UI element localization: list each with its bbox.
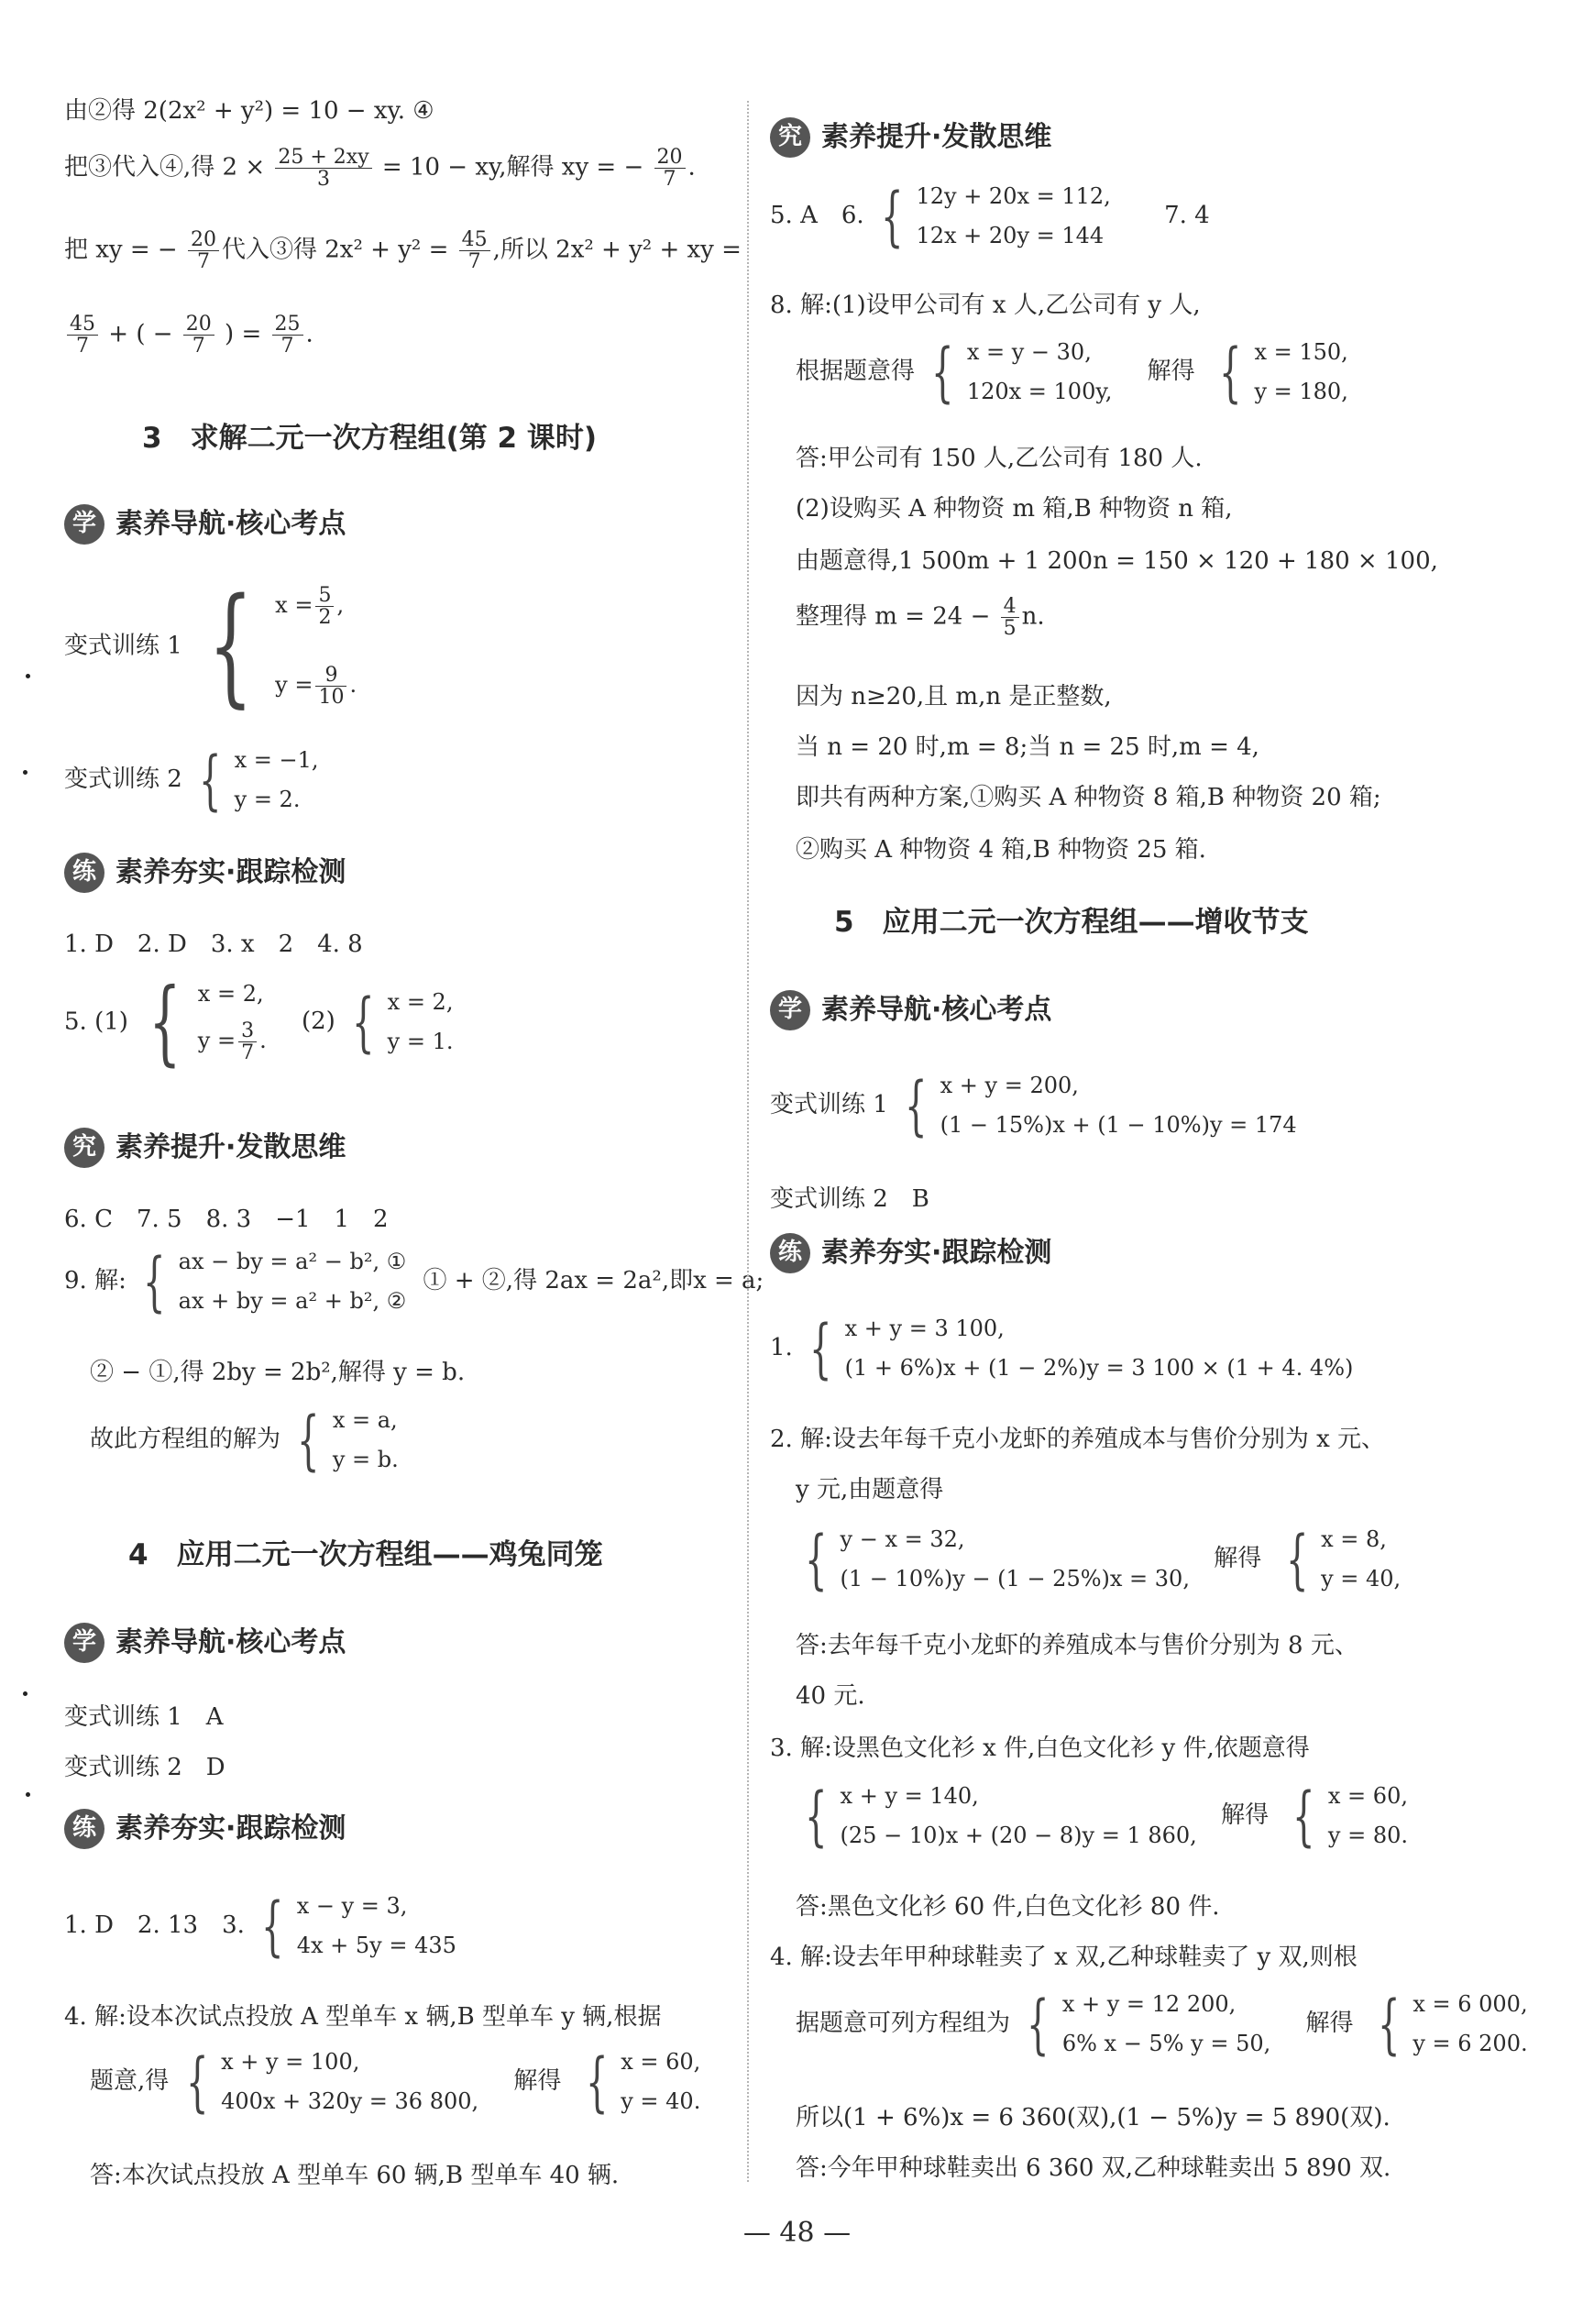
answer-line: 当 n = 20 时,m = 8;当 n = 25 时,m = 4, [796,733,1259,761]
column-divider [747,101,749,2182]
equation-system: { x = 2, y = 1. [352,985,454,1060]
answer-line: 变式训练 1 A [64,1703,224,1731]
answer-line: 3. 解:设黑色文化衫 x 件,白色文化衫 y 件,依题意得 [770,1735,1310,1762]
fraction: $\frac{45}{7}$ [67,314,98,357]
answer-line: 答:今年甲种球鞋卖出 6 360 双,乙种球鞋卖出 5 890 双. [796,2154,1391,2182]
answer-line: (2)设购买 A 种物资 m 箱,B 种物资 n 箱, [796,495,1233,523]
equation-system: { x − y = 3, 4x + 5y = 435 [261,1888,456,1964]
xue-badge-icon: 学 [64,1623,104,1663]
answer-block: 题意,得 { x + y = 100, 400x + 320y = 36 800, 解得 { x = 60, y = 40. [90,2043,701,2120]
text-line: $\frac{45}{7}$ + ( − $\frac{20}{7}$ ) = $\frac{25}{7}$ . [64,314,313,357]
equation-system: { x = 6 000, y = 6 200. [1377,1986,1528,2062]
lesson-title: 3 求解二元一次方程组(第 2 课时) [142,422,598,455]
answer-block: 1. D 2. 13 3. { x − y = 3, 4x + 5y = 435 [64,1888,456,1964]
section-heading: 练 素养夯实·跟踪检测 [64,1809,346,1849]
xue-badge-icon: 学 [64,504,104,545]
equation-system: { x + y = 140, (25 − 10)x + (20 − 8)y = 1 860, [805,1778,1197,1854]
answer-block: { y − x = 32, (1 − 10%)y − (1 − 25%)x = 30, 解得 { x = 8, y = 40, [770,1526,1401,1592]
answer-line: 即共有两种方案,①购买 A 种物资 8 箱,B 种物资 20 箱; [796,784,1381,811]
equation-system: { x + y = 3 100, (1 + 6%)x + (1 − 2%)y = 3 100 × (1 + 4. 4%) [809,1310,1354,1386]
scan-dot [23,770,27,775]
equation-system: { 12y + 20x = 112, 12x + 20y = 144 [880,178,1111,254]
answer-line: y 元,由题意得 [796,1476,944,1503]
answer-line: 变式训练 2 B [770,1185,929,1213]
equation-system: { x = 150, y = 180, [1218,334,1348,410]
answer-line: 1. D 2. D 3. x 2 4. 8 [64,931,363,958]
section-heading: 究 素养提升·发散思维 [770,117,1051,158]
fraction: $\frac{25}{7}$ [272,314,303,357]
equation-system: { x = 8, y = 40, [1285,1521,1402,1597]
answer-block: 根据题意得 { x = y − 30, 120x = 100y, 解得 { x = 150, y = 180, [796,334,1348,410]
fraction: $\frac{20}{7}$ [183,314,214,357]
answer-block: 变式训练 1 { x + y = 200, (1 − 15%)x + (1 − 10%)y = 174 [770,1067,1297,1143]
equation-system: { x = 60, y = 40. [585,2043,701,2120]
equation-system: { x = 60, y = 80. [1292,1778,1408,1854]
equation-system: { x + y = 12 200, 6% x − 5% y = 50, [1027,1986,1271,2062]
equation-system: { x = a, y = b. [297,1402,399,1478]
section-heading: 究 素养提升·发散思维 [64,1128,346,1168]
section-heading: 练 素养夯实·跟踪检测 [770,1233,1051,1273]
answer-line: 答:本次试点投放 A 型单车 60 辆,B 型单车 40 辆. [90,2162,620,2189]
section-heading: 学 素养导航·核心考点 [64,504,346,545]
section-heading: 练 素养夯实·跟踪检测 [64,853,346,893]
answer-line: 4. 解:设去年甲种球鞋卖了 x 双,乙种球鞋卖了 y 双,则根 [770,1944,1358,1971]
answer-block: 变式训练 2 { x = −1, y = 2. [64,742,319,818]
jiu-badge-icon: 究 [64,1128,104,1168]
answer-block: 5. (1) { x = 2, y = $\frac{3}{7}$ . (2) { x = 2, y = 1. [64,968,454,1075]
answer-line: 40 元. [796,1682,865,1710]
answer-line: 由题意得,1 500m + 1 200n = 150 × 120 + 180 × 100, [796,547,1438,575]
answer-line: 6. C 7. 5 8. 3 −1 1 2 [64,1206,389,1233]
equation-system: { x = y − 30, 120x = 100y, [931,334,1113,410]
section-heading: 学 素养导航·核心考点 [770,990,1051,1030]
answer-block: 1. { x + y = 3 100, (1 + 6%)x + (1 − 2%)y = 3 100 × (1 + 4. 4%) [770,1310,1354,1386]
answer-block: 5. A 6. { 12y + 20x = 112, 12x + 20y = 144 7. 4 [770,178,1210,254]
answer-line: 变式训练 2 D [64,1754,225,1781]
lesson-title: 4 应用二元一次方程组——鸡兔同笼 [128,1538,603,1571]
equation-system: { x = 2, y = $\frac{3}{7}$ . [148,968,267,1075]
answer-line: 答:去年每千克小龙虾的养殖成本与售价分别为 8 元、 [796,1632,1358,1659]
answer-block: 变式训练 1 { x = $\frac{5}{2}$ , y = $\frac{9}{10}$ . [64,571,357,721]
answer-line: 整理得 m = 24 − $\frac{4}{5}$ n. [796,595,1045,641]
equation-system: { x + y = 200, (1 − 15%)x + (1 − 10%)y = 174 [905,1067,1297,1143]
text-line: 把③代入④,得 2 × $\frac{25 + 2xy}{3}$ = 10 − xy,解得 xy = − $\frac{20}{7}$ . [64,146,696,192]
equation-system: { x = −1, y = 2. [199,742,319,818]
answer-block: 故此方程组的解为 { x = a, y = b. [90,1402,399,1478]
answer-block: { x + y = 140, (25 − 10)x + (20 − 8)y = 1 860, 解得 { x = 60, y = 80. [770,1783,1408,1849]
section-heading: 学 素养导航·核心考点 [64,1623,346,1663]
scan-dot [23,1691,27,1696]
lian-badge-icon: 练 [64,1809,104,1849]
equation-system: { x + y = 100, 400x + 320y = 36 800, [185,2043,479,2120]
lian-badge-icon: 练 [770,1233,810,1273]
answer-line: ② − ①,得 2by = 2b²,解得 y = b. [90,1359,466,1386]
answer-line: ②购买 A 种物资 4 箱,B 种物资 25 箱. [796,836,1206,864]
scan-dot [26,1792,30,1797]
page-number: — 48 — [742,2217,852,2249]
text-line: 由②得 2(2x² + y²) = 10 − xy. ④ [64,97,434,125]
fraction: $\frac{25 + 2xy}{3}$ [275,147,371,190]
answer-line: 4. 解:设本次试点投放 A 型单车 x 辆,B 型单车 y 辆,根据 [64,2003,662,2031]
equation-system: { y − x = 32, (1 − 10%)y − (1 − 25%)x = 30, [805,1521,1190,1597]
answer-line: 2. 解:设去年每千克小龙虾的养殖成本与售价分别为 x 元、 [770,1426,1386,1453]
answer-block: 9. 解: { ax − by = a² − b², ① ax + by = a² + b², ② ① + ②,得 2ax = 2a²,即x = a; [64,1243,764,1319]
answer-block: 据题意可列方程组为 { x + y = 12 200, 6% x − 5% y = 50, 解得 { x = 6 000, y = 6 200. [796,1986,1528,2062]
answer-line: 所以(1 + 6%)x = 6 360(双),(1 − 5%)y = 5 890(双). [796,2104,1391,2131]
answer-line: 答:黑色文化衫 60 件,白色文化衫 80 件. [796,1893,1220,1921]
equation-system: { x = $\frac{5}{2}$ , y = $\frac{9}{10}$ . [208,571,357,721]
lesson-title: 5 应用二元一次方程组——增收节支 [834,906,1309,939]
answer-line: 8. 解:(1)设甲公司有 x 人,乙公司有 y 人, [770,292,1201,319]
scan-dot [26,674,30,678]
fraction: $\frac{20}{7}$ [654,147,686,190]
fraction: $\frac{4}{5}$ [1001,596,1019,639]
answer-line: 因为 n≥20,且 m,n 是正整数, [796,683,1112,710]
xue-badge-icon: 学 [770,990,810,1030]
lian-badge-icon: 练 [64,853,104,893]
equation-system: { ax − by = a² − b², ① ax + by = a² + b², ② [143,1243,407,1319]
fraction: $\frac{45}{7}$ [459,229,490,272]
jiu-badge-icon: 究 [770,117,810,158]
answer-line: 答:甲公司有 150 人,乙公司有 180 人. [796,445,1203,472]
text-line: 把 xy = − $\frac{20}{7}$ 代入③得 2x² + y² = $\frac{45}{7}$ ,所以 2x² + y² + xy = [64,228,742,274]
fraction: $\frac{20}{7}$ [188,229,219,272]
